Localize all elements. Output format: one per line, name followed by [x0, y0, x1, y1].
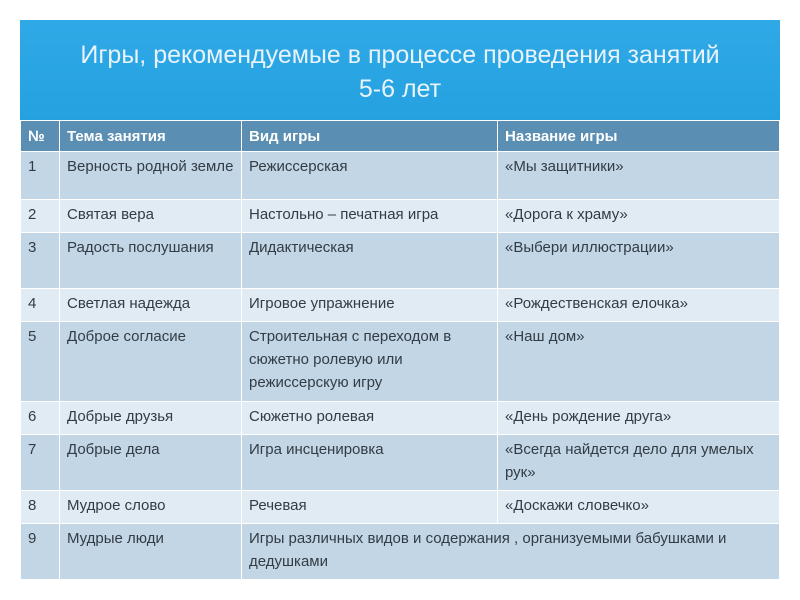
header-topic: Тема занятия — [60, 121, 242, 152]
header-game-type: Вид игры — [242, 121, 498, 152]
cell-topic: Добрые дела — [60, 435, 242, 491]
cell-number: 4 — [21, 289, 60, 322]
header-number: № — [21, 121, 60, 152]
cell-game-type: Игра инсценировка — [242, 435, 498, 491]
cell-number: 3 — [21, 233, 60, 289]
cell-game-type: Строительная с переходом в сюжетно ролевую или режиссерскую игру — [242, 322, 498, 402]
table-header-row — [21, 121, 780, 152]
table-row — [21, 435, 780, 491]
table-row — [21, 233, 780, 289]
cell-topic: Мудрые люди — [60, 524, 242, 580]
cell-game-type: Настольно – печатная игра — [242, 200, 498, 233]
cell-topic: Светлая надежда — [60, 289, 242, 322]
cell-topic: Доброе согласие — [60, 322, 242, 402]
cell-game-name: «Доскажи словечко» — [498, 491, 780, 524]
cell-game-type-and-name: Игры различных видов и содержания , организуемыми бабушками и дедушками — [242, 524, 780, 580]
cell-game-name: «День рождение друга» — [498, 402, 780, 435]
table-row — [21, 200, 780, 233]
table-row — [21, 491, 780, 524]
cell-game-name: «Всегда найдется дело для умелых рук» — [498, 435, 780, 491]
cell-game-name: «Наш дом» — [498, 322, 780, 402]
cell-number: 8 — [21, 491, 60, 524]
cell-topic: Радость послушания — [60, 233, 242, 289]
cell-topic: Святая вера — [60, 200, 242, 233]
cell-game-name: «Дорога к храму» — [498, 200, 780, 233]
slide-title-line2: 5-6 лет — [358, 75, 442, 103]
cell-topic: Мудрое слово — [60, 491, 242, 524]
cell-game-type: Речевая — [242, 491, 498, 524]
table-row — [21, 524, 780, 580]
cell-topic: Верность родной земле — [60, 152, 242, 200]
cell-game-name: «Мы защитники» — [498, 152, 780, 200]
cell-game-name: «Рождественская елочка» — [498, 289, 780, 322]
cell-number: 7 — [21, 435, 60, 491]
table-row — [21, 322, 780, 402]
table-row — [21, 152, 780, 200]
cell-number: 1 — [21, 152, 60, 200]
slide-title-line1: Игры, рекомендуемые в процессе проведения занятий — [80, 41, 720, 69]
games-table — [20, 120, 780, 580]
cell-game-type: Режиссерская — [242, 152, 498, 200]
cell-game-type: Игровое упражнение — [242, 289, 498, 322]
cell-game-type: Дидактическая — [242, 233, 498, 289]
cell-number: 5 — [21, 322, 60, 402]
slide-title — [20, 38, 780, 106]
cell-number: 9 — [21, 524, 60, 580]
header-game-name: Название игры — [498, 121, 780, 152]
table-row — [21, 402, 780, 435]
cell-topic: Добрые друзья — [60, 402, 242, 435]
cell-number: 2 — [21, 200, 60, 233]
cell-game-name: «Выбери иллюстрации» — [498, 233, 780, 289]
cell-number: 6 — [21, 402, 60, 435]
cell-game-type: Сюжетно ролевая — [242, 402, 498, 435]
table-row — [21, 289, 780, 322]
